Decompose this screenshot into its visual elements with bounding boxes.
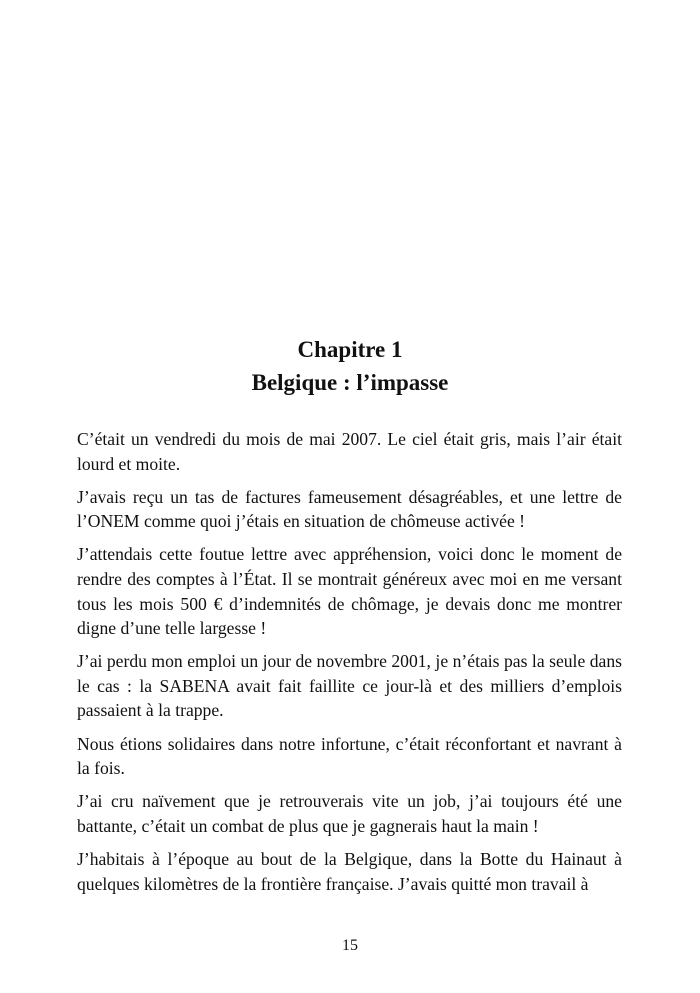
paragraph: J’avais reçu un tas de factures fameusement désagréables, et une lettre de l’ONEM comme quoi j’étais en situation de chômeuse activée ! [77, 486, 622, 532]
paragraph: J’attendais cette foutue lettre avec appréhension, voici donc le moment de rendre des comptes à l’État. Il se montrait généreux avec moi en me versant tous les mois 500 € d’indemnités de chômage, je devais donc me montrer digne d’une telle largesse ! [77, 544, 622, 639]
page-number: 15 [342, 937, 358, 954]
paragraph: Nous étions solidaires dans notre infortune, c’était réconfortant et navrant à la fois. [77, 733, 622, 779]
chapter-title: Belgique : l’impasse [251, 370, 449, 395]
chapter-heading [0, 334, 700, 398]
paragraph: J’habitais à l’époque au bout de la Belgique, dans la Botte du Hainaut à quelques kilomètres de la frontière française. J’avais quitté mon travail à [77, 848, 622, 894]
chapter-number: Chapitre 1 [297, 337, 403, 362]
paragraph: J’ai cru naïvement que je retrouverais vite un job, j’ai toujours été une battante, c’était un combat de plus que je gagnerais haut la main ! [77, 791, 622, 836]
paragraph: J’ai perdu mon emploi un jour de novembre 2001, je n’étais pas la seule dans le cas : la SABENA avait fait faillite ce jour-là et des milliers d’emplois passaient à la trappe. [77, 651, 622, 721]
paragraph: C’était un vendredi du mois de mai 2007. Le ciel était gris, mais l’air était lourd et moite. [77, 429, 622, 474]
chapter-body [77, 427, 622, 905]
